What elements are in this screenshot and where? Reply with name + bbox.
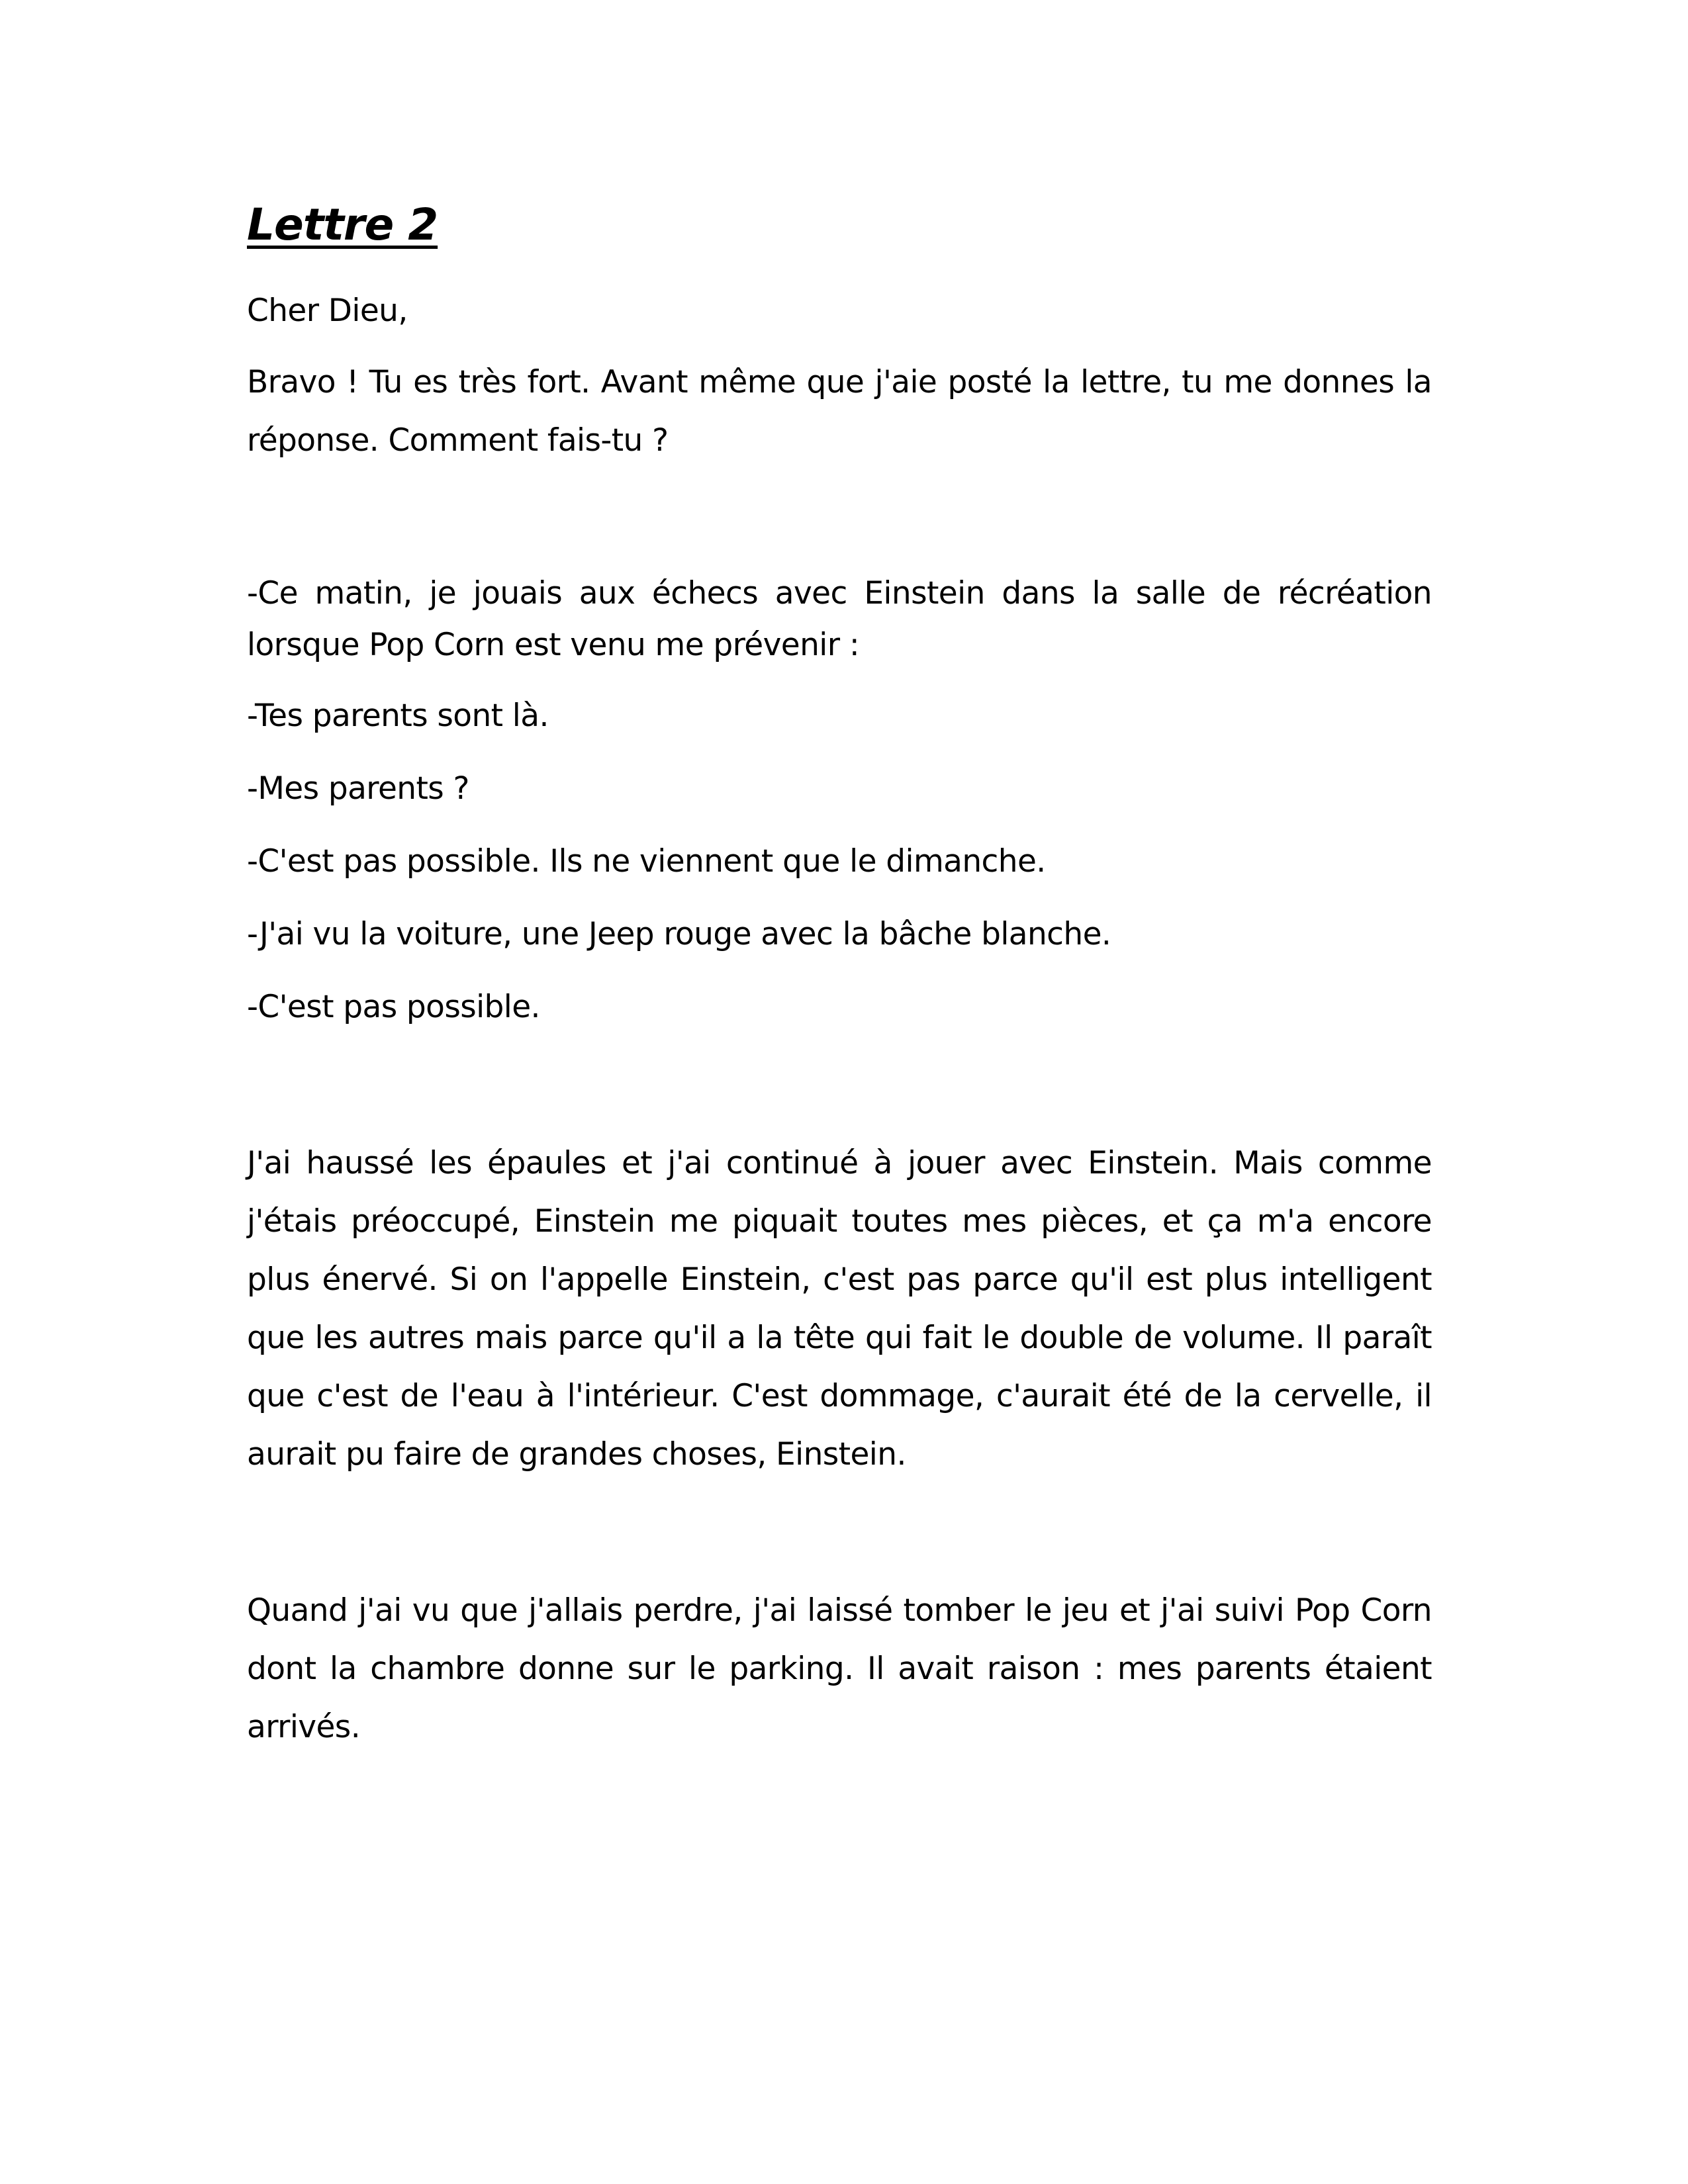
paragraph-1: Bravo ! Tu es très fort. Avant même que j'aie posté la lettre, tu me donnes la réponse. Comment fais-tu ? — [247, 364, 1432, 459]
dialogue-line-2: -Mes parents ? — [247, 770, 469, 807]
dialogue-line-5: -C'est pas possible. — [247, 989, 540, 1025]
dialogue-line-1: -Tes parents sont là. — [247, 698, 549, 734]
dialogue-line-3: -C'est pas possible. Ils ne viennent que le dimanche. — [247, 843, 1046, 880]
paragraph-2: -Ce matin, je jouais aux échecs avec Einstein dans la salle de récréation lorsque Pop Corn est venu me prévenir : — [247, 575, 1432, 663]
paragraph-4: Quand j'ai vu que j'allais perdre, j'ai laissé tomber le jeu et j'ai suivi Pop Corn dont la chambre donne sur le parking. Il avait raison : mes parents étaient arrivés. — [247, 1592, 1432, 1745]
paragraph-3: J'ai haussé les épaules et j'ai continué à jouer avec Einstein. Mais comme j'étais préoccupé, Einstein me piquait toutes mes pièces, et ça m'a encore plus énervé. Si on l'appelle Einstein, c'est pas parce qu'il est plus intelligent que les autres mais parce qu'il a la tête qui fait le double de volume. Il paraît que c'est de l'eau à l'intérieur. C'est dommage, c'aurait été de la cervelle, il aurait pu faire de grandes choses, Einstein. — [247, 1145, 1432, 1473]
dialogue-line-4: -J'ai vu la voiture, une Jeep rouge avec la bâche blanche. — [247, 916, 1111, 952]
letter-title: Lettre 2 — [247, 199, 438, 250]
letter-body — [247, 199, 1432, 1756]
greeting: Cher Dieu, — [247, 293, 408, 329]
